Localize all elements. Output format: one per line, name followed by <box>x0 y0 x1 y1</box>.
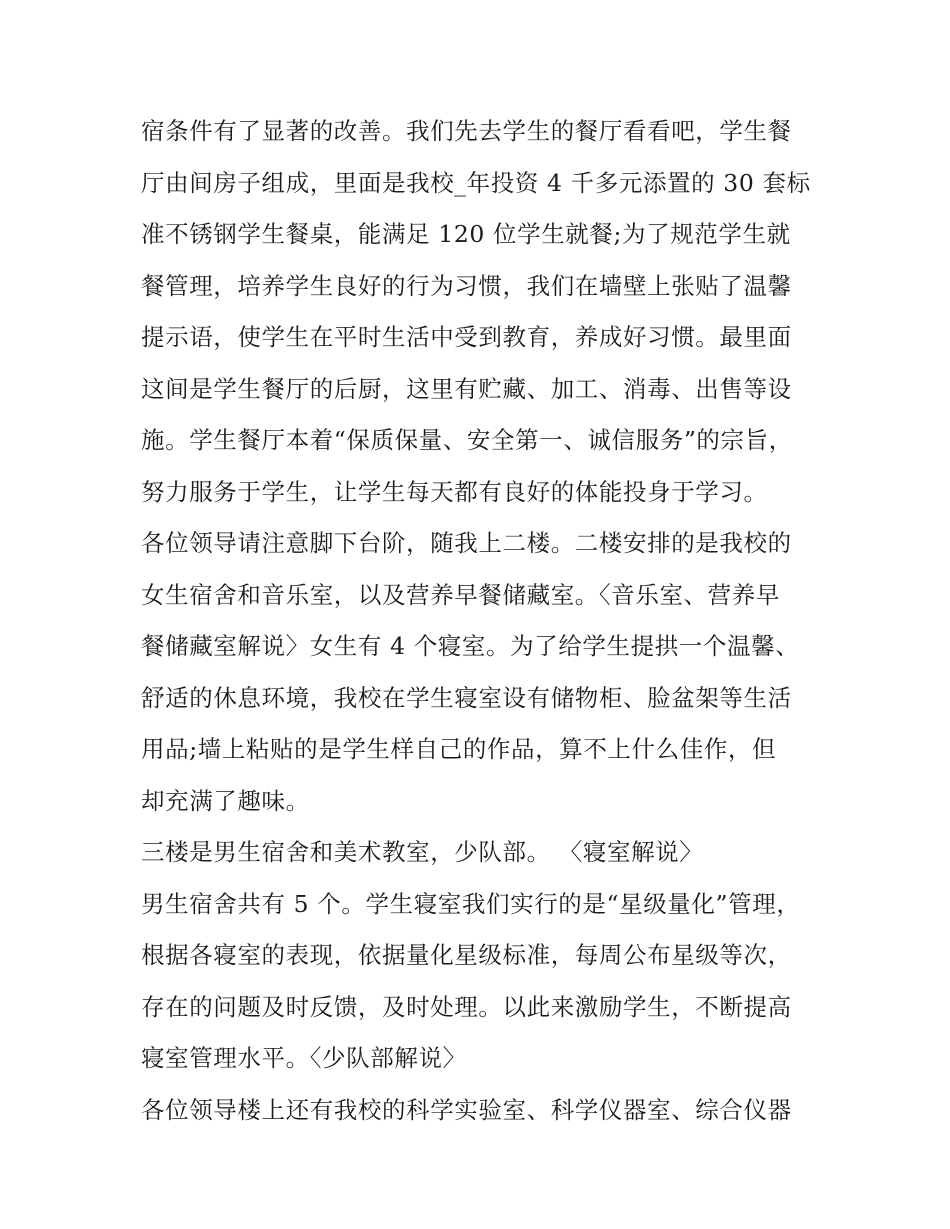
text-line: 餐储藏室解说〉女生有 4 个寝室。为了给学生提拱一个温馨、 <box>141 632 800 660</box>
text-line: 施。学生餐厅本着“保质保量、安全第一、诚信服务”的宗旨， <box>141 426 793 454</box>
text-line: 女生宿舍和音乐室，以及营养早餐储藏室。〈音乐室、营养早 <box>141 580 780 609</box>
text-line: 舒适的休息环境，我校在学生寝室设有储物柜、脸盆架等生活 <box>141 683 792 712</box>
text-line: 却充满了趣味。 <box>141 786 310 815</box>
text-line: 准不锈钢学生餐桌，能满足 120 位学生就餐;为了规范学生就 <box>141 220 791 248</box>
text-line: 厅由间房子组成，里面是我校_年投资 4 千多元添置的 30 套标 <box>141 168 811 197</box>
text-line: 三楼是男生宿舍和美术教室，少队部。 〈寝室解说〉 <box>141 838 704 866</box>
text-line: 各位领导楼上还有我校的科学实验室、科学仪器室、综合仪器 <box>141 1095 792 1124</box>
body-text <box>141 106 821 1136</box>
text-line: 这间是学生餐厅的后厨，这里有贮藏、加工、消毒、出售等设 <box>141 374 792 403</box>
text-line: 餐管理，培养学生良好的行为习惯，我们在墙壁上张贴了温馨 <box>141 271 792 300</box>
text-line: 用品;墙上粘贴的是学生样自己的作品，算不上什么佳作，但 <box>141 735 777 763</box>
text-line: 存在的问题及时反馈，及时处理。以此来激励学生，不断提高 <box>141 992 792 1021</box>
text-line: 男生宿舍共有 5 个。学生寝室我们实行的是“星级量化”管理， <box>141 889 801 918</box>
text-line: 宿条件有了显著的改善。我们先去学生的餐厅看看吧，学生餐 <box>141 117 792 145</box>
text-line: 寝室管理水平。〈少队部解说〉 <box>141 1044 467 1072</box>
text-line: 根据各寝室的表现，依据量化星级标准，每周公布星级等次， <box>141 941 792 969</box>
text-line: 各位领导请注意脚下台阶，随我上二楼。二楼安排的是我校的 <box>141 529 792 557</box>
text-line: 提示语，使学生在平时生活中受到教育，养成好习惯。最里面 <box>141 323 792 351</box>
text-line: 努力服务于学生，让学生每天都有良好的体能投身于学习。 <box>141 477 768 506</box>
